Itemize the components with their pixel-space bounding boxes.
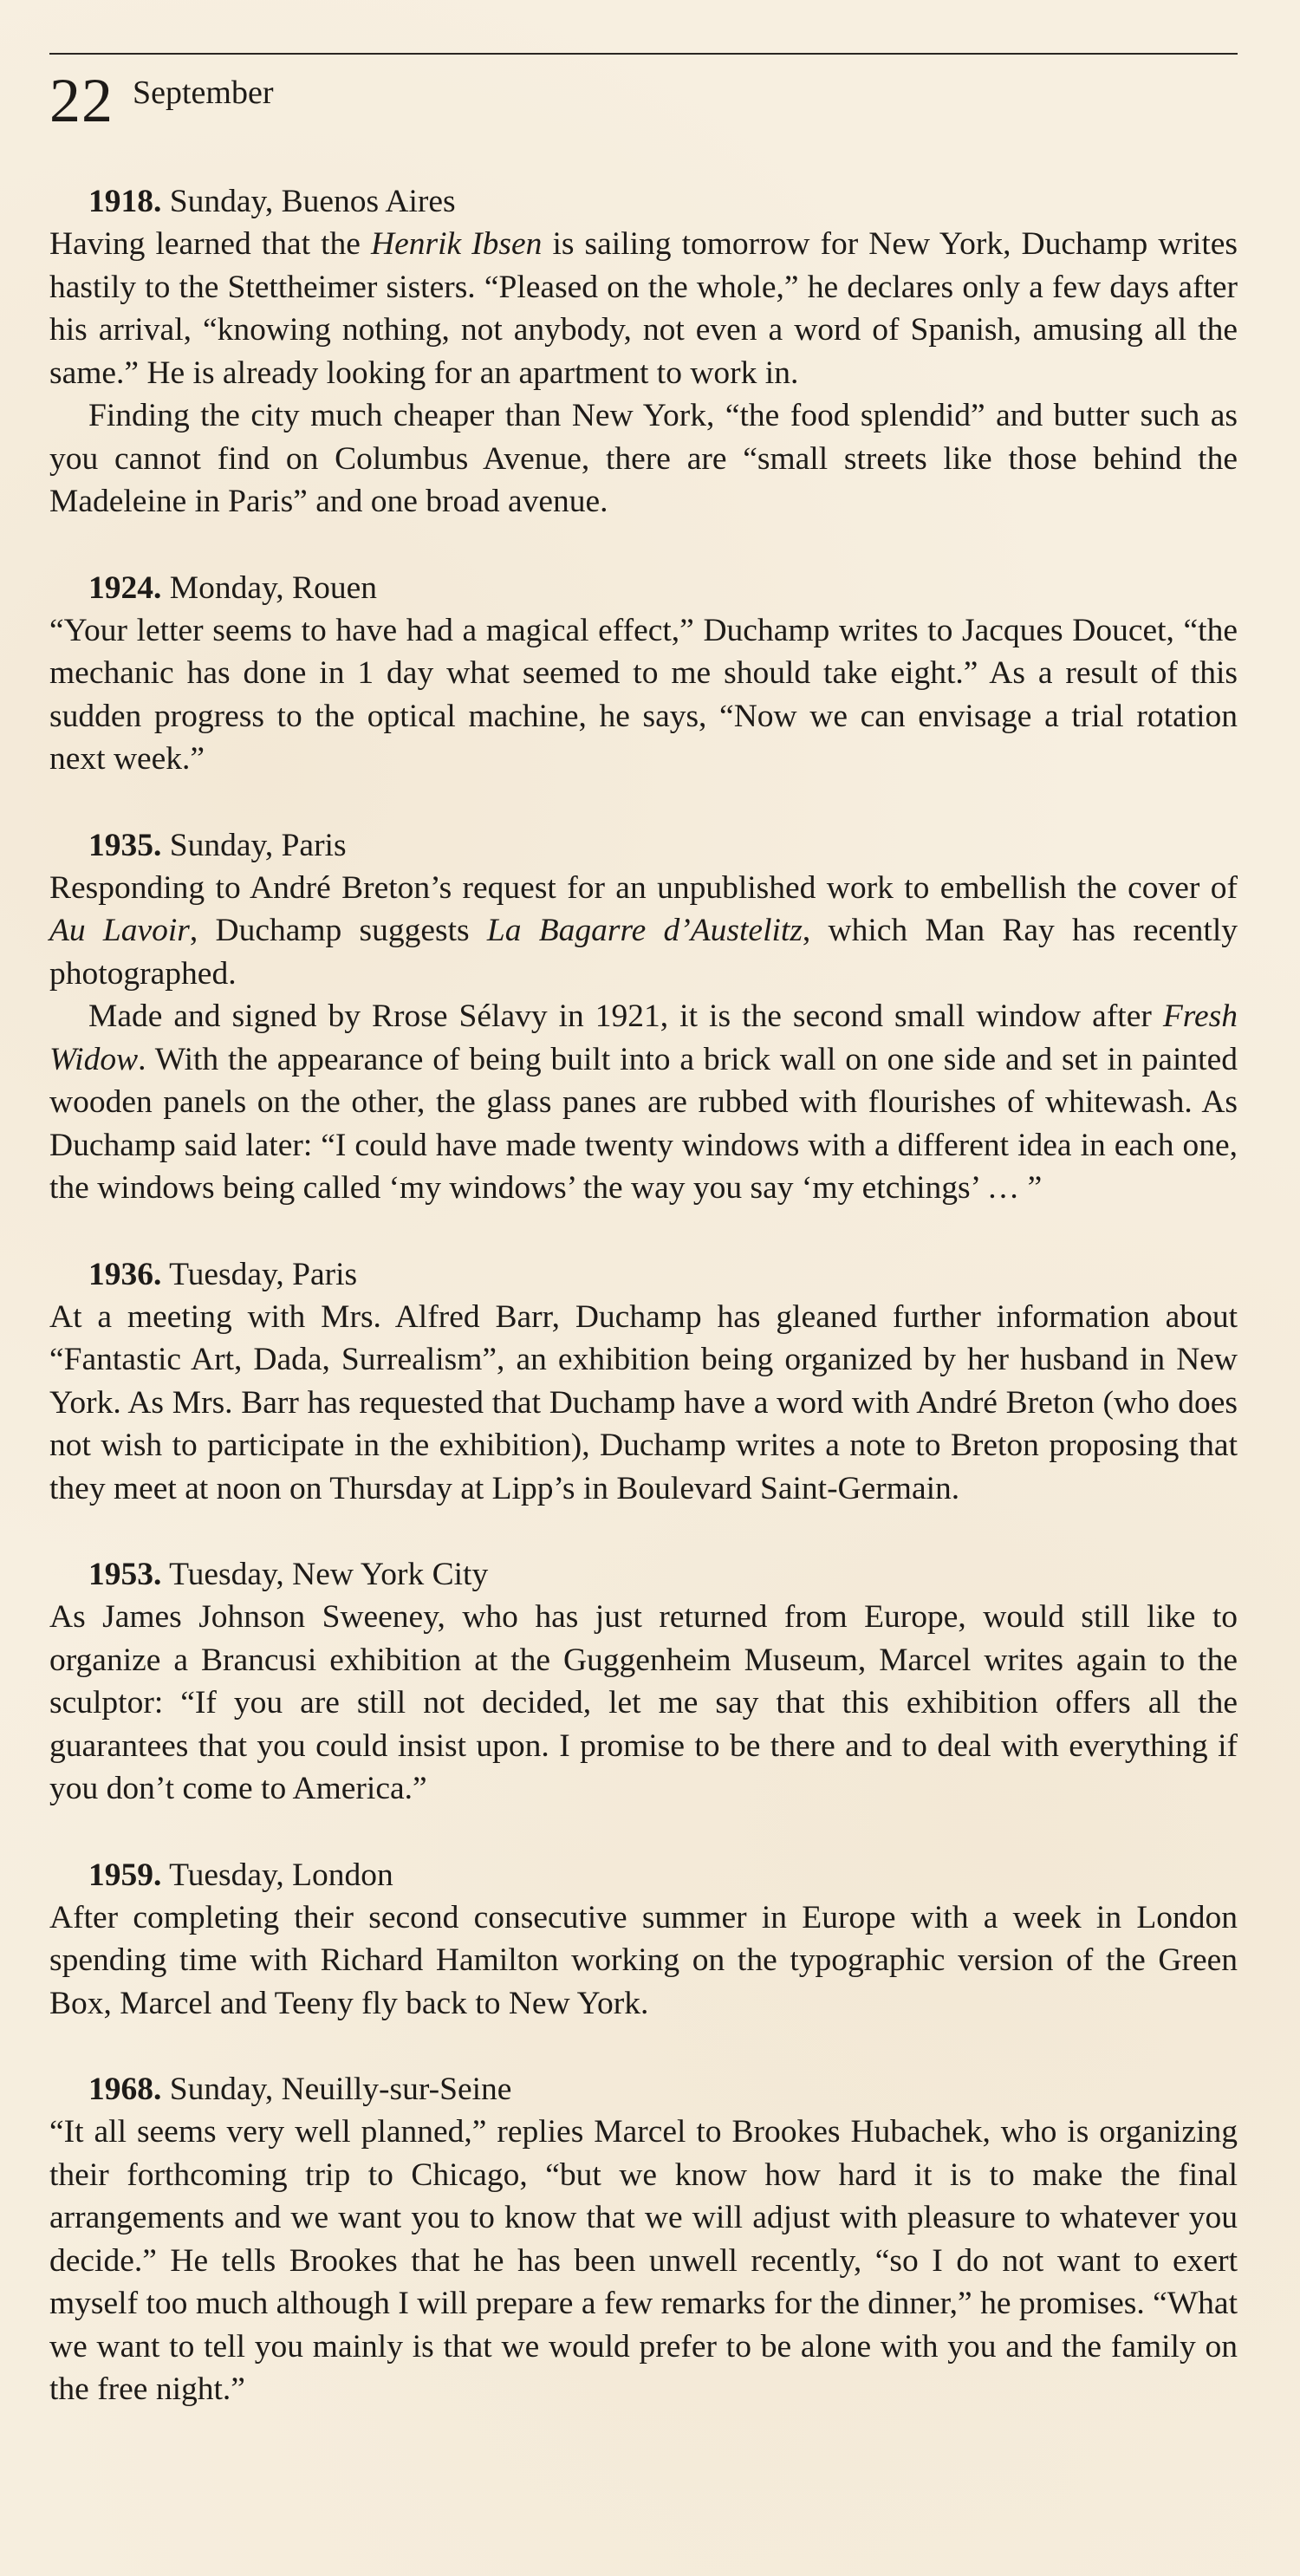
italic-title: Au Lavoir (49, 913, 190, 948)
entry-place: Tuesday, New York City (169, 1557, 489, 1592)
entry-paragraph: Having learned that the Henrik Ibsen is sailing tomorrow for New York, Duchamp writes hastily to the Stettheimer sisters. “Pleased on the whole,” he declares only a few days after his arrival, “knowing nothing, not anybody, not even a word of Spanish, amusing all the same.” He is already looking for an apartment to work in. (49, 226, 1238, 391)
entry-heading (49, 1253, 1238, 1296)
entry-1936 (49, 1253, 1238, 1511)
entries-list (49, 180, 1238, 2455)
italic-title: Henrik Ibsen (371, 226, 543, 262)
entry-paragraph: Finding the city much cheaper than New York, “the food splendid” and butter such as you cannot find on Columbus Avenue, there are “small streets like those behind the Madeleine in Paris” and one broad avenue. (49, 398, 1238, 519)
entry-year: 1953. (88, 1557, 162, 1592)
entry-year: 1935. (88, 827, 162, 863)
entry-place: Tuesday, London (169, 1857, 393, 1893)
entry-1935 (49, 824, 1238, 1210)
entry-heading (49, 567, 1238, 609)
entry-place: Monday, Rouen (169, 569, 377, 606)
month-name: September (133, 75, 274, 111)
entry-1924 (49, 567, 1238, 781)
entry-paragraph: “It all seems very well planned,” replies Marcel to Brookes Hubachek, who is organizing their forthcoming trip to Chicago, “but we know how hard it is to make the final arrangements and we want you to know that we will adjust with pleasure to whatever you decide.” He tells Brookes that he has been unwell recently, “so I do not want to exert myself too much although I will prepare a few remarks for the dinner,” he promises. “What we want to tell you mainly is that we would prefer to be alone with you and the family on the free night.” (49, 2114, 1238, 2407)
entry-heading (49, 1854, 1238, 1896)
day-number: 22 (49, 66, 114, 135)
date-header (49, 66, 274, 135)
entry-place: Sunday, Buenos Aires (169, 184, 456, 219)
entry-heading (49, 180, 1238, 223)
entry-heading (49, 2068, 1238, 2111)
entry-year: 1924. (88, 569, 162, 606)
entry-place: Sunday, Paris (169, 827, 347, 863)
entry-paragraph: Made and signed by Rrose Sélavy in 1921, it is the second small window after Fresh Widow. With the appearance of being built into a brick wall on one side and set in painted wooden panels on the other, the glass panes are rubbed with flourishes of whitewash. As Duchamp said later: “I could have made twenty windows with a different idea in each one, the windows being called ‘my windows’ the way you say ‘my etchings’ … ” (49, 999, 1238, 1206)
entry-year: 1959. (88, 1857, 162, 1893)
entry-year: 1918. (88, 184, 162, 219)
entry-1918 (49, 180, 1238, 524)
entry-paragraph: After completing their second consecutive summer in Europe with a week in London spending time with Richard Hamilton working on the typographic version of the Green Box, Marcel and Teeny fly back to New York. (49, 1899, 1238, 2021)
entry-place: Tuesday, Paris (169, 1256, 358, 1292)
entry-paragraph: As James Johnson Sweeney, who has just returned from Europe, would still like to organize a Brancusi exhibition at the Guggenheim Museum, Marcel writes again to the sculptor: “If you are still not decided, let me say that this exhibition offers all the guarantees that you could insist upon. I promise to be there and to deal with everything if you don’t come to America.” (49, 1599, 1238, 1806)
entry-heading (49, 824, 1238, 867)
entry-paragraph: Responding to André Breton’s request for an unpublished work to embellish the cover of Au Lavoir, Duchamp suggests La Bagarre d’Austelitz, which Man Ray has recently photographed. (49, 869, 1238, 992)
top-rule (49, 53, 1238, 55)
entry-1953 (49, 1553, 1238, 1811)
entry-1959 (49, 1854, 1238, 2026)
entry-year: 1968. (88, 2072, 162, 2107)
entry-paragraph: At a meeting with Mrs. Alfred Barr, Duchamp has gleaned further information about “Fantastic Art, Dada, Surrealism”, an exhibition being organized by her husband in New York. As Mrs. Barr has requested that Duchamp have a word with André Breton (who does not wish to participate in the exhibition), Duchamp writes a note to Breton proposing that they meet at noon on Thursday at Lipp’s in Boulevard Saint-Germain. (49, 1298, 1238, 1506)
entry-paragraph: “Your letter seems to have had a magical effect,” Duchamp writes to Jacques Doucet, “the mechanic has done in 1 day what seemed to me should take eight.” As a result of this sudden progress to the optical machine, he says, “Now we can envisage a trial rotation next week.” (49, 612, 1238, 777)
entry-1968 (49, 2068, 1238, 2411)
italic-title: Fresh Widow (49, 999, 1238, 1077)
italic-title: La Bagarre d’Austelitz (486, 913, 803, 948)
entry-place: Sunday, Neuilly-sur-Seine (169, 2072, 512, 2107)
entry-year: 1936. (88, 1256, 162, 1292)
entry-heading (49, 1553, 1238, 1596)
